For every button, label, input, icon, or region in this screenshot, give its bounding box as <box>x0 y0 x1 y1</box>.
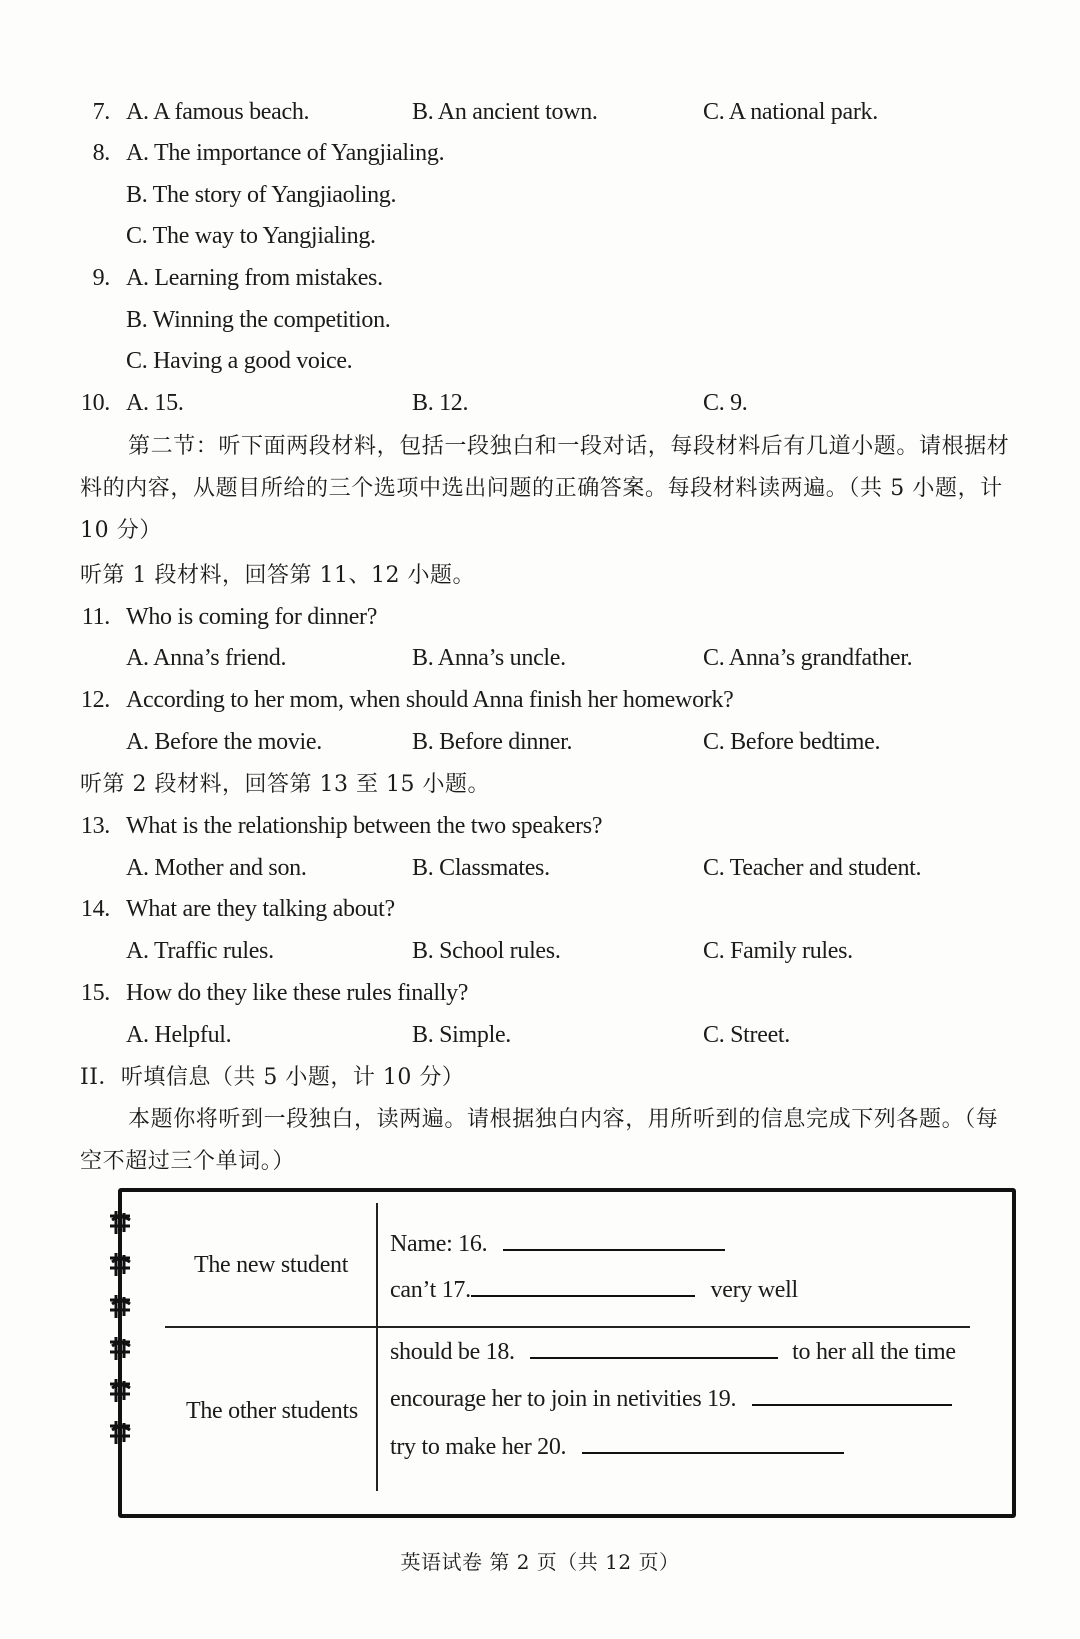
field-label: encourage her to join in netivities 19. <box>390 1386 737 1412</box>
option-c: C. Having a good voice. <box>126 348 353 374</box>
option-a: A. 15. <box>126 390 184 416</box>
field-suffix: to her all the time <box>792 1339 956 1365</box>
answer-blank-20[interactable] <box>582 1430 844 1454</box>
option-b: B. An ancient town. <box>412 99 598 125</box>
option-a: A. Anna’s friend. <box>126 645 287 671</box>
field-label: Name: 16. <box>390 1231 488 1257</box>
option-b: B. Classmates. <box>412 855 550 881</box>
should-be-field <box>390 1335 956 1367</box>
question-number: 11. <box>81 604 110 630</box>
option-a: A. Traffic rules. <box>126 938 274 964</box>
question-number: 10. <box>80 390 110 416</box>
option-b: B. School rules. <box>412 938 561 964</box>
spiral-ring-icon <box>106 1376 136 1404</box>
question-text: What are they talking about? <box>126 896 395 922</box>
question-text: How do they like these rules finally? <box>126 980 469 1006</box>
passage-2-note: 听第 2 段材料，回答第 13 至 15 小题。 <box>80 772 490 797</box>
option-a: A. Helpful. <box>126 1022 232 1048</box>
answer-blank-18[interactable] <box>530 1335 778 1359</box>
row-label-other-students: The other students <box>186 1398 358 1424</box>
field-label: try to make her 20. <box>390 1434 567 1460</box>
option-c: C. 9. <box>703 390 748 416</box>
answer-blank-17[interactable] <box>471 1273 695 1297</box>
option-a: A. The importance of Yangjialing. <box>126 140 445 166</box>
question-number: 12. <box>80 687 110 713</box>
cannot-field <box>390 1273 798 1305</box>
table-column-divider <box>376 1203 378 1491</box>
answer-blank-16[interactable] <box>503 1227 725 1251</box>
part-2-instructions: 本题你将听到一段独白，读两遍。请根据独白内容，用所听到的信息完成下列各题。（每空不超过三个单词。） <box>80 1107 999 1174</box>
spiral-ring-icon <box>106 1334 136 1362</box>
option-c: C. Before bedtime. <box>703 729 881 755</box>
spiral-ring-icon <box>106 1418 136 1446</box>
option-a: A. Before the movie. <box>126 729 322 755</box>
option-c: C. Teacher and student. <box>703 855 922 881</box>
question-text: Who is coming for dinner? <box>126 604 378 630</box>
spiral-ring-icon <box>106 1292 136 1320</box>
option-c: C. A national park. <box>703 99 878 125</box>
option-b: B. Anna’s uncle. <box>412 645 566 671</box>
try-field <box>390 1430 844 1462</box>
encourage-field <box>390 1382 952 1414</box>
question-number: 14. <box>80 896 110 922</box>
option-c: C. Family rules. <box>703 938 853 964</box>
passage-1-note: 听第 1 段材料，回答第 11、12 小题。 <box>80 563 475 588</box>
option-b: B. Winning the competition. <box>126 307 391 333</box>
section-2-instructions: 第二节：听下面两段材料，包括一段独白和一段对话，每段材料后有几道小题。请根据材料的内容，从题目所给的三个选项中选出问题的正确答案。每段材料读两遍。（共 5 小题，计 10 分） <box>80 434 1010 543</box>
option-b: B. 12. <box>412 390 469 416</box>
question-number: 7. <box>92 99 110 125</box>
question-number: 15. <box>80 980 110 1006</box>
question-text: According to her mom, when should Anna finish her homework? <box>126 687 734 713</box>
field-label: can’t 17. <box>390 1277 471 1303</box>
field-label: should be 18. <box>390 1339 515 1365</box>
name-field <box>390 1227 725 1259</box>
option-b: B. Before dinner. <box>412 729 573 755</box>
option-c: C. The way to Yangjialing. <box>126 223 376 249</box>
option-a: A. A famous beach. <box>126 99 310 125</box>
option-b: B. The story of Yangjiaoling. <box>126 182 397 208</box>
option-b: B. Simple. <box>412 1022 512 1048</box>
option-a: A. Learning from mistakes. <box>126 265 383 291</box>
page-footer: 英语试卷 第 2 页（共 12 页） <box>400 1550 680 1574</box>
question-text: What is the relationship between the two speakers? <box>126 813 603 839</box>
question-number: 13. <box>80 813 110 839</box>
question-number: 9. <box>92 265 110 291</box>
option-a: A. Mother and son. <box>126 855 307 881</box>
spiral-ring-icon <box>106 1208 136 1236</box>
option-c: C. Street. <box>703 1022 790 1048</box>
row-label-new-student: The new student <box>194 1252 349 1278</box>
question-number: 8. <box>92 140 110 166</box>
field-suffix: very well <box>710 1277 798 1303</box>
part-2-title: II．听填信息（共 5 小题，计 10 分） <box>80 1065 465 1090</box>
table-row-divider <box>165 1326 970 1328</box>
option-c: C. Anna’s grandfather. <box>703 645 913 671</box>
spiral-ring-icon <box>106 1250 136 1278</box>
answer-blank-19[interactable] <box>752 1382 952 1406</box>
